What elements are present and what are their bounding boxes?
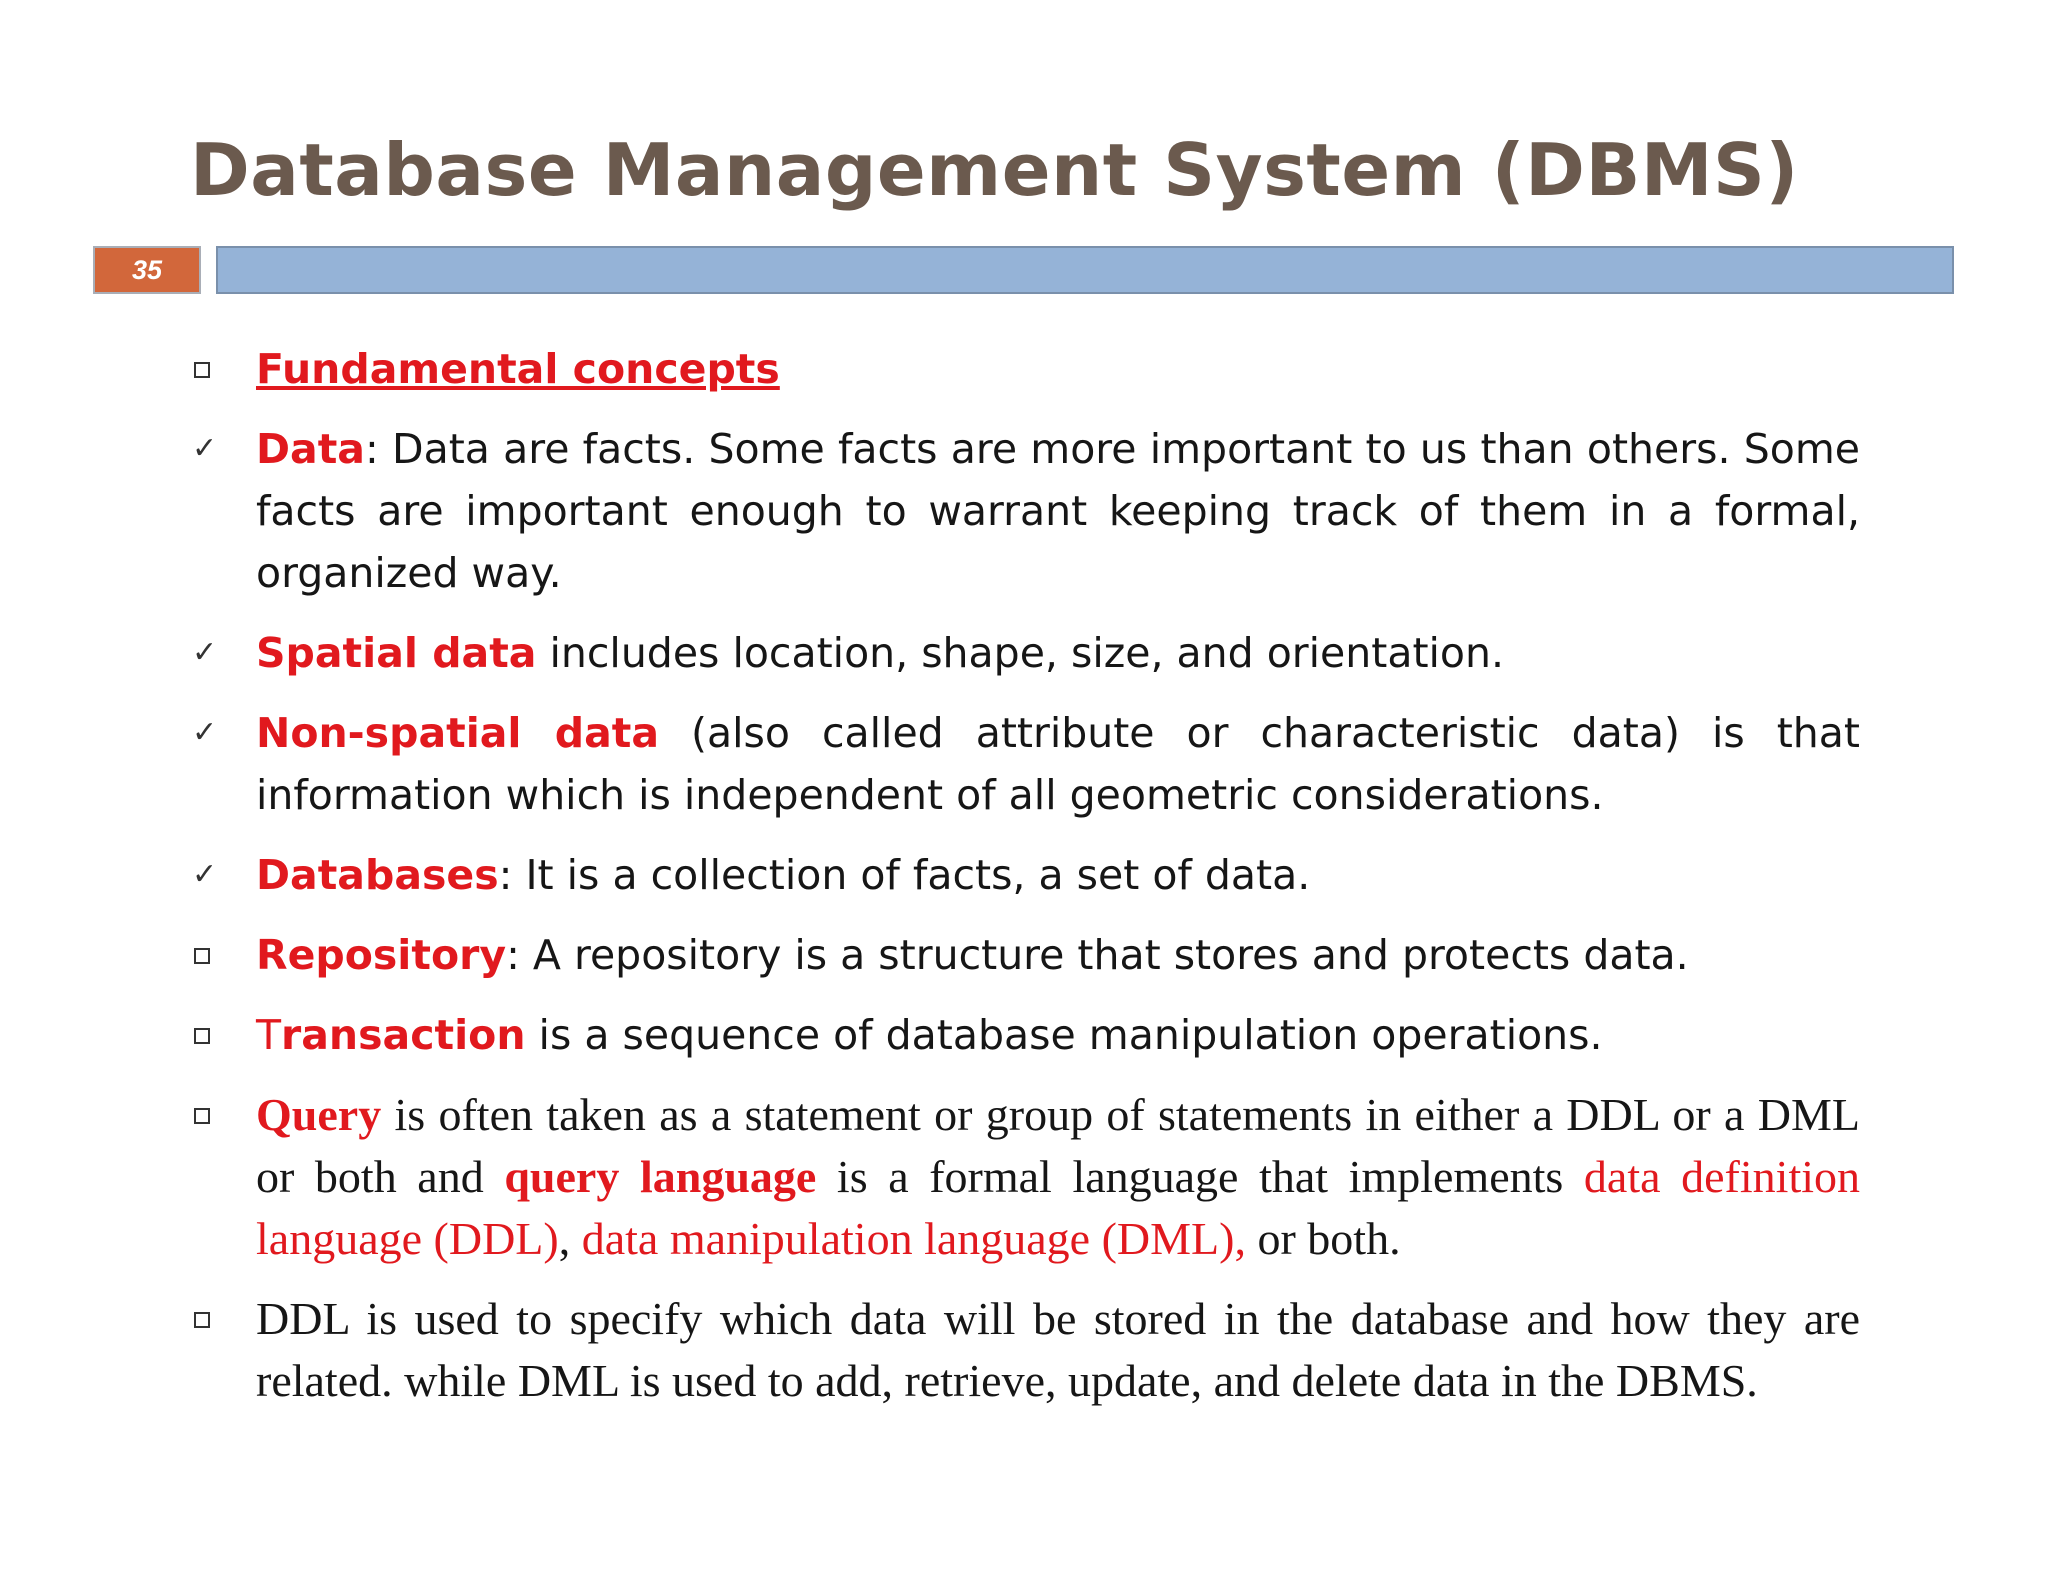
check-bullet-icon: ✓ [192,431,218,466]
item-term-prefix: T [256,1011,282,1059]
item-term: Non-spatial data [256,709,660,757]
item-term: Repository [256,931,507,979]
title-bar [216,246,1954,294]
item-text: : Data are facts. Some facts are more important to us than others. Some facts are important enough to warrant keeping track of them in a formal, organized way. [256,425,1860,597]
list-item [190,702,1860,826]
item-text: is a formal language that implements [816,1151,1584,1202]
item-text: includes location, shape, size, and orientation. [536,629,1505,677]
item-term: Spatial data [256,629,537,677]
item-text: (also called attribute or characteristic data) is that information which is independent of all geometric considerations. [256,709,1860,819]
item-text: is often taken as a statement or group of statements in either a DDL or a DML or both and [256,1089,1860,1202]
list-item [190,1084,1860,1270]
item-text: DDL is used to specify which data will be stored in the database and how they are related. while DML is used to add, retrieve, update, and delete data in the DBMS. [256,1293,1860,1406]
square-bullet-icon [190,1288,230,1350]
page-number: 35 [93,246,201,294]
item-separator: , [558,1213,582,1264]
item-text: is a sequence of database manipulation operations. [525,1011,1603,1059]
item-text: : It is a collection of facts, a set of data. [498,851,1311,899]
square-bullet-icon [190,1004,230,1066]
item-term-secondary: query language [504,1151,817,1202]
square-bullet-icon [190,1084,230,1146]
item-highlight: data manipulation language (DML), [581,1213,1246,1264]
list-item [190,1288,1860,1412]
item-term: Query [256,1089,382,1140]
check-bullet-icon: ✓ [192,635,218,670]
item-highlight: data definition language (DDL) [256,1151,1860,1264]
list-item [190,418,1860,604]
bullet-list [190,338,1860,1430]
item-term: Data [256,425,365,473]
square-bullet-icon [190,924,230,986]
check-bullet-icon: ✓ [192,857,218,892]
item-term: Fundamental concepts [256,345,780,393]
item-term: Databases [256,851,499,899]
list-item [190,338,1860,400]
list-item [190,844,1860,906]
list-item [190,1004,1860,1066]
item-term: ransaction [281,1011,526,1059]
square-bullet-icon [190,338,230,400]
check-bullet-icon: ✓ [192,715,218,750]
item-text: or both. [1245,1213,1401,1264]
slide-title: Database Management System (DBMS) [190,128,1799,212]
list-item [190,622,1860,684]
item-text: : A repository is a structure that stores and protects data. [506,931,1689,979]
list-item [190,924,1860,986]
